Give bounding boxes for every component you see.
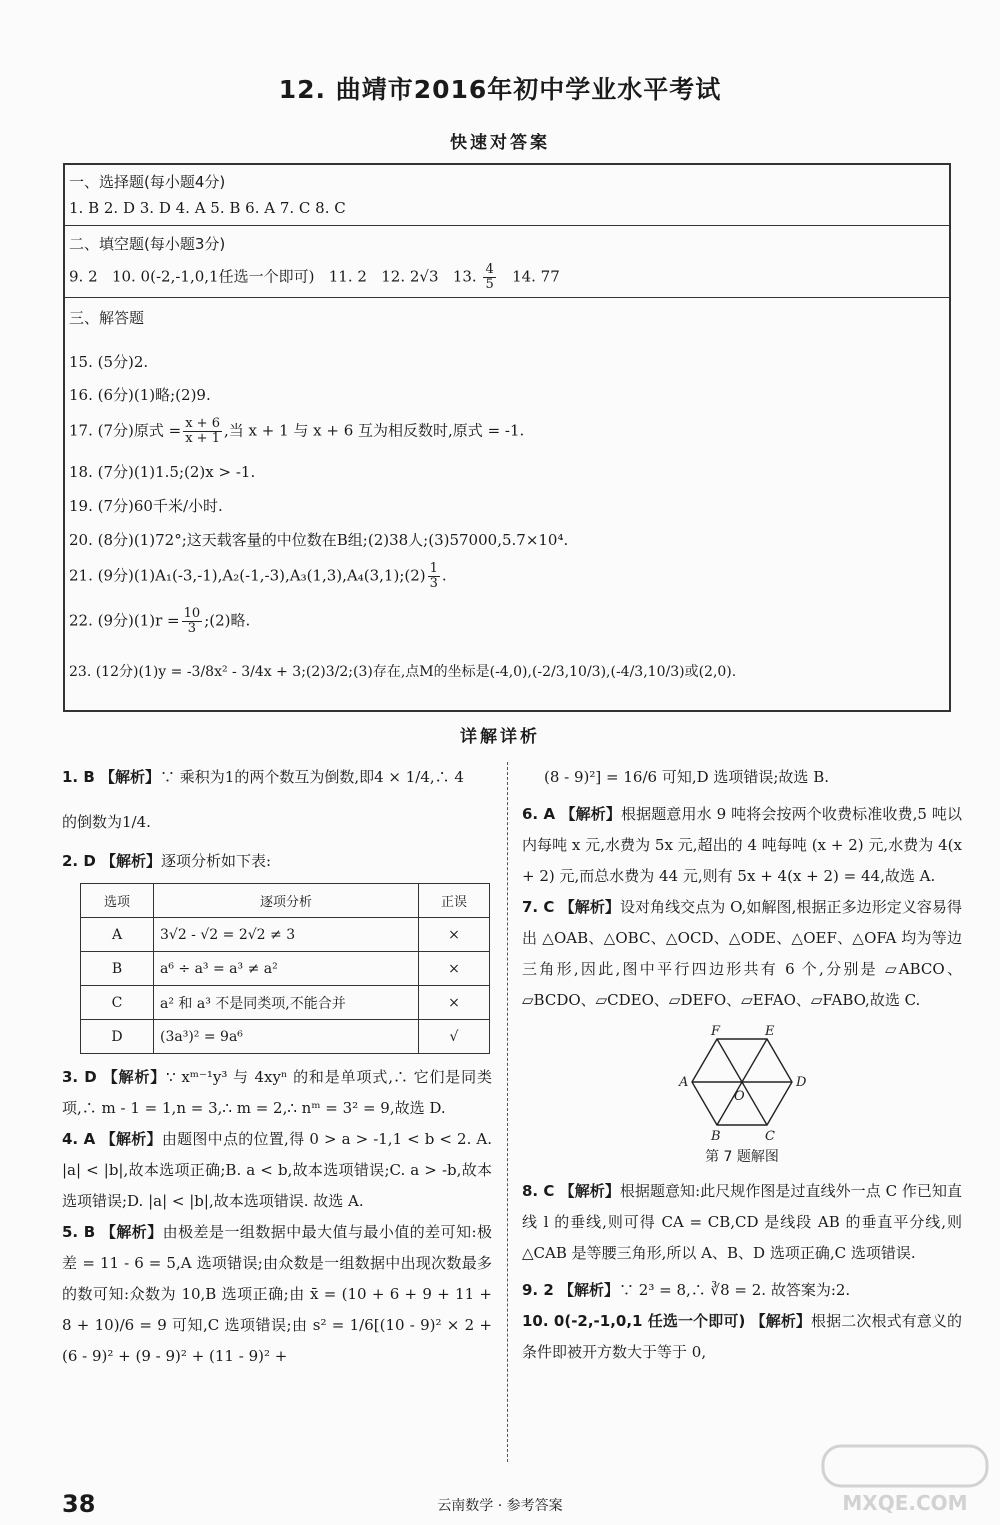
solution-2-text: 逐项分析如下表:	[161, 852, 272, 870]
answer-15: 15. (5分)2.	[69, 353, 149, 371]
solution-5-text: 由极差是一组数据中最大值与最小值的差可知:极差 = 11 - 6 = 5,A 选项错误;由众数是一组数据中出现次数最多的数可知:众数为 10,B 选项正确;由 x̄ = (10 + 6 + 9 + 11 + 8 + 10)/6 = 9 可知,C 选项错误;由 s² = 1/6[(10 - 9)² × 2 + (6 - 9)² + (9 - 9)² + (11 - 9)² +	[62, 1223, 493, 1365]
answer-13-denominator: 5	[485, 277, 494, 292]
solution-9-tag: 9. 2 【解析】	[522, 1281, 620, 1299]
table-cell: B	[81, 952, 154, 986]
answer-17-denominator: x + 1	[185, 431, 220, 446]
table-cell: ×	[419, 918, 490, 952]
answer-22-denominator: 3	[187, 621, 197, 636]
section-solve	[65, 299, 949, 710]
page-number: 38	[62, 1490, 96, 1518]
solution-5-cont: (8 - 9)²] = 16/6 可知,D 选项错误;故选 B.	[544, 768, 829, 786]
section-choice	[65, 165, 949, 226]
watermark-text: MXQE.COM	[842, 1491, 968, 1515]
solution-8-text: 根据题意知:此尺规作图是过直线外一点 C 作已知直线 l 的垂线,则可得 CA = CB,CD 是线段 AB 的垂直平分线,则 △CAB 是等腰三角形,所以 A、B、D 选项正确,C 选项错误.	[522, 1182, 962, 1262]
column-divider	[507, 762, 508, 1462]
label-b: B	[711, 1129, 721, 1144]
page-title: 12. 曲靖市2016年初中学业水平考试	[278, 75, 722, 104]
answer-17-numerator: x + 6	[185, 416, 220, 431]
answer-22-pre: 22. (9分)(1)r =	[69, 611, 180, 630]
table-cell: C	[81, 986, 154, 1020]
table-cell: √	[419, 1020, 490, 1054]
figure-caption: 第 7 题解图	[705, 1149, 779, 1165]
answer-13-numerator: 4	[485, 262, 494, 277]
answer-19: 19. (7分)60千米/小时.	[69, 497, 223, 515]
solution-3-tag: 3. D 【解析】	[62, 1068, 167, 1086]
solution-1-tag: 1. B 【解析】	[62, 768, 161, 786]
solution-2-tag: 2. D 【解析】	[62, 852, 162, 870]
label-c: C	[765, 1129, 775, 1144]
footer-text: 云南数学 · 参考答案	[437, 1498, 563, 1514]
solution-10-text: 根据二次根式有意义的条件即被开方数大于等于 0,	[522, 1312, 962, 1361]
answer-17	[69, 417, 524, 446]
table-cell: D	[81, 1020, 154, 1054]
answer-17-fraction	[183, 417, 222, 446]
answer-21: 21. (9分)(1)A₁(-3,-1),A₂(-1,-3),A₃(1,3),A₄(3,1);(2) $\frac{1}{3}$ .	[69, 561, 447, 591]
answer-14: 14. 77	[512, 267, 560, 286]
answer-22-post: ;(2)略.	[204, 611, 251, 630]
answer-21-numerator: 1	[429, 561, 438, 576]
table-header: 正误	[419, 884, 490, 918]
label-o: O	[734, 1089, 745, 1104]
answer-22-fraction	[182, 607, 203, 636]
label-f: F	[711, 1024, 721, 1039]
watermark-badge	[823, 1446, 987, 1486]
answer-12: 12. 2√3	[381, 267, 439, 286]
solution-2	[62, 846, 492, 877]
section-fill-title: 二、填空题(每小题3分)	[69, 235, 226, 253]
answer-13-label: 13.	[452, 267, 477, 286]
table-cell: a² 和 a³ 不是同类项,不能合并	[154, 986, 419, 1020]
solution-1-text: ∵ 乘积为1的两个数互为倒数,即4 × 1/4,∴ 4	[160, 768, 464, 786]
detail-heading: 详解详析	[460, 727, 540, 747]
solution-8	[522, 1176, 962, 1269]
solution-6-tag: 6. A 【解析】	[522, 805, 621, 823]
label-e: E	[765, 1024, 775, 1039]
watermark-logo	[815, 1440, 995, 1520]
solution-9	[522, 1275, 962, 1306]
answer-16: 16. (6分)(1)略;(2)9.	[69, 386, 211, 404]
answer-17-post: ,当 x + 1 与 x + 6 互为相反数时,原式 = -1.	[223, 421, 525, 440]
answer-22-numerator: 10	[183, 606, 201, 621]
table-cell: 3√2 - √2 = 2√2 ≠ 3	[154, 918, 419, 952]
section-choice-answers: 1. B 2. D 3. D 4. A 5. B 6. A 7. C 8. C	[69, 199, 346, 217]
table-cell: ×	[419, 952, 490, 986]
answer-22	[69, 607, 250, 636]
table-cell: ×	[419, 986, 490, 1020]
section-solve-title: 三、解答题	[69, 309, 145, 327]
table-cell: a⁶ ÷ a³ = a³ ≠ a²	[154, 952, 419, 986]
answer-9: 9. 2	[69, 267, 98, 286]
answer-23: 23. (12分)(1)y = -3/8x² - 3/4x + 3;(2)3/2;(3)存在,点M的坐标是(-4,0),(-2/3,10/3),(-4/3,10/3)或(2,0).	[69, 664, 737, 680]
label-a: A	[679, 1075, 689, 1090]
solution-3-text: ∵ xᵐ⁻¹y³ 与 4xyⁿ 的和是单项式,∴ 它们是同类项,∴ m - 1 = 1,n = 3,∴ m = 2,∴ nᵐ = 3² = 9,故选 D.	[62, 1068, 493, 1117]
quick-answers-box	[63, 163, 951, 712]
hexagon-figure	[667, 1024, 817, 1144]
solution-6	[522, 799, 962, 892]
table-header: 逐项分析	[154, 884, 419, 918]
table-row	[81, 986, 490, 1020]
answer-21-denominator: 3	[429, 576, 438, 591]
solution-10	[522, 1306, 962, 1368]
answer-21-fraction	[428, 562, 440, 591]
answer-13-fraction	[483, 263, 495, 292]
answer-10: 10. 0(-2,-1,0,1任选一个即可)	[111, 267, 315, 286]
label-d: D	[796, 1075, 807, 1090]
solution-1	[62, 762, 492, 793]
solution-4-text: 由题图中点的位置,得 0 > a > -1,1 < b < 2. A. |a| < |b|,故本选项正确;B. a < b,故本选项错误;C. a > -b,故本选项错误;D. |a| < |b|,故本选项错误. 故选 A.	[62, 1130, 492, 1210]
table-cell: (3a³)² = 9a⁶	[154, 1020, 419, 1054]
detail-left-column	[62, 762, 492, 1372]
answer-11: 11. 2	[328, 267, 367, 286]
solution-10-tag: 10. 0(-2,-1,0,1 任选一个即可) 【解析】	[522, 1312, 812, 1330]
detail-right-column	[522, 762, 962, 1368]
solution-1-cont: 的倒数为1/4.	[62, 813, 151, 831]
solution-6-text: 根据题意用水 9 吨将会按两个收费标准收费,5 吨以内每吨 x 元,水费为 5x 元,超出的 4 吨每吨 (x + 2) 元,水费为 4(x + 2) 元,而总水费为 44 元,则有 5x + 4(x + 2) = 44,故选 A.	[522, 805, 962, 885]
table-row	[81, 918, 490, 952]
table-row	[81, 952, 490, 986]
answer-17-pre: 17. (7分)原式 =	[69, 421, 182, 440]
solution-5-tag: 5. B 【解析】	[62, 1223, 163, 1241]
table-row	[81, 1020, 490, 1054]
quick-answers-heading: 快速对答案	[450, 133, 550, 153]
solution-9-text: ∵ 2³ = 8,∴ ∛8 = 2. 故答案为:2.	[619, 1281, 851, 1299]
table-header: 选项	[81, 884, 154, 918]
solution-7-tag: 7. C 【解析】	[522, 898, 620, 916]
answer-18: 18. (7分)(1)1.5;(2)x > -1.	[69, 463, 256, 481]
solution-8-tag: 8. C 【解析】	[522, 1182, 620, 1200]
section-choice-title: 一、选择题(每小题4分)	[69, 173, 226, 191]
analysis-table	[80, 883, 490, 1054]
solution-7	[522, 892, 962, 1016]
answer-20: 20. (8分)(1)72°;这天载客量的中位数在B组;(2)38人;(3)57000,5.7×10⁴.	[69, 531, 569, 549]
solution-3	[62, 1062, 492, 1124]
solution-5	[62, 1217, 492, 1372]
table-header-row	[81, 884, 490, 918]
section-fill-answers	[65, 263, 949, 292]
solution-4	[62, 1124, 492, 1217]
solution-7-text: 设对角线交点为 O,如解图,根据正多边形定义容易得出 △OAB、△OBC、△OCD、△ODE、△OEF、△OFA 均为等边三角形,因此,图中平行四边形共有 6 个,分别是 ▱ABCO、▱BCDO、▱CDEO、▱DEFO、▱EFAO、▱FABO,故选 C.	[522, 898, 962, 1009]
table-cell: A	[81, 918, 154, 952]
solution-4-tag: 4. A 【解析】	[62, 1130, 162, 1148]
answer-21-pre: 21. (9分)(1)A₁(-3,-1),A₂(-1,-3),A₃(1,3),A₄(3,1);(2)	[69, 566, 426, 585]
section-fill	[65, 227, 949, 298]
